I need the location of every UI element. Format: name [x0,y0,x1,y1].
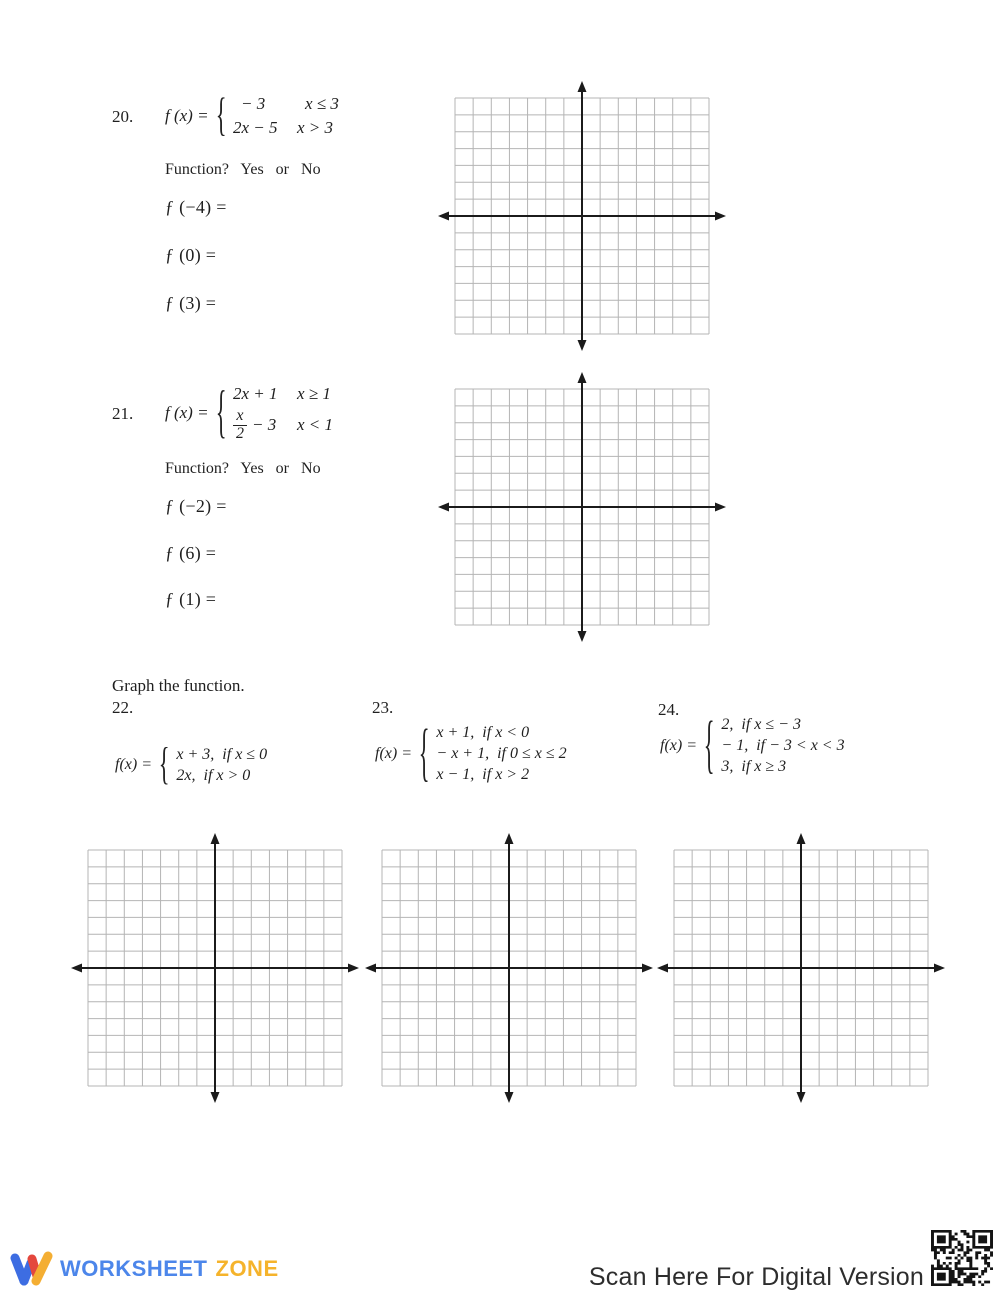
worksheetzone-logo [8,1250,279,1288]
problem-20-definition [165,89,339,141]
fraction-denominator: 2 [233,425,247,443]
eval-f-1: ƒ (1) = [165,589,217,609]
piece-row: − x + 1, if 0 ≤ x ≤ 2 [436,745,567,762]
eval-f-6: ƒ (6) = [165,543,217,563]
piece-row [233,94,339,114]
piecewise-brace: { [158,739,170,789]
fx-label: f(x) = [375,744,412,762]
coordinate-grid-20 [437,80,727,352]
eval-f-neg4: ƒ (−4) = [165,197,227,217]
section-heading: Graph the function. [112,676,245,695]
eval-f-neg2: ƒ (−2) = [165,496,227,516]
fraction-rest: − 3 [251,415,277,435]
piece-expr-fraction [233,408,287,443]
fraction [233,408,247,443]
problem-24-number: 24. [658,700,680,719]
piece-row [233,408,333,443]
piece-expr: 2x − 5 [232,118,278,137]
eval-f-3: ƒ (3) = [165,293,217,313]
piecewise-rows [436,722,566,785]
piecewise-rows [233,384,333,443]
piece-row: − 1, if − 3 < x < 3 [721,737,845,754]
piece-row [233,384,333,404]
piece-expr: − 3 [240,94,266,113]
problem-21-definition [165,380,333,445]
piece-row: 2x, if x > 0 [176,767,251,784]
piecewise-brace: { [215,380,227,445]
scan-here-text: Scan Here For Digital Version [588,1263,924,1291]
piece-cond: x ≥ 1 [296,384,331,403]
problem-23-definition [375,716,567,788]
fx-label: f(x) = [115,756,152,773]
piece-row: 3, if x ≥ 3 [721,758,787,775]
coordinate-grid-24 [656,832,946,1104]
piece-row: x + 3, if x ≤ 0 [176,746,268,763]
function-question-20: Function? Yes or No [165,161,321,178]
fx-label: f(x) = [660,736,697,754]
fraction-numerator: x [236,407,244,424]
piecewise-rows [721,714,844,777]
piecewise-rows [233,94,339,138]
problem-22-number: 22. [112,698,134,717]
piece-row: 2, if x ≤ − 3 [721,716,801,733]
piece-cond: x < 1 [296,415,333,435]
logo-w-icon [8,1250,54,1288]
coordinate-grid-23 [364,832,654,1104]
coordinate-grid-22 [70,832,360,1104]
fx-label: f (x) = [165,403,209,423]
piece-cond: x > 3 [296,118,333,137]
piece-expr: 2x + 1 [232,384,278,403]
problem-21-number: 21. [112,404,134,423]
logo-word-zone: ZONE [215,1256,279,1281]
piece-row: x − 1, if x > 2 [436,766,530,783]
piece-row [233,118,339,138]
fx-label: f (x) = [165,106,209,125]
piecewise-brace: { [215,89,227,141]
problem-22-definition [115,739,268,789]
piecewise-rows [176,744,267,786]
qr-code [931,1230,993,1286]
piecewise-brace: { [418,716,430,788]
piecewise-brace: { [703,708,715,780]
logo-word-worksheet: WORKSHEET [60,1256,208,1281]
eval-f-0: ƒ (0) = [165,245,217,265]
function-question-21: Function? Yes or No [165,460,321,477]
piece-row: x + 1, if x < 0 [436,724,530,741]
piece-cond: x ≤ 3 [304,94,339,113]
problem-23-number: 23. [372,698,394,717]
problem-20-number: 20. [112,107,134,126]
coordinate-grid-21 [437,371,727,643]
